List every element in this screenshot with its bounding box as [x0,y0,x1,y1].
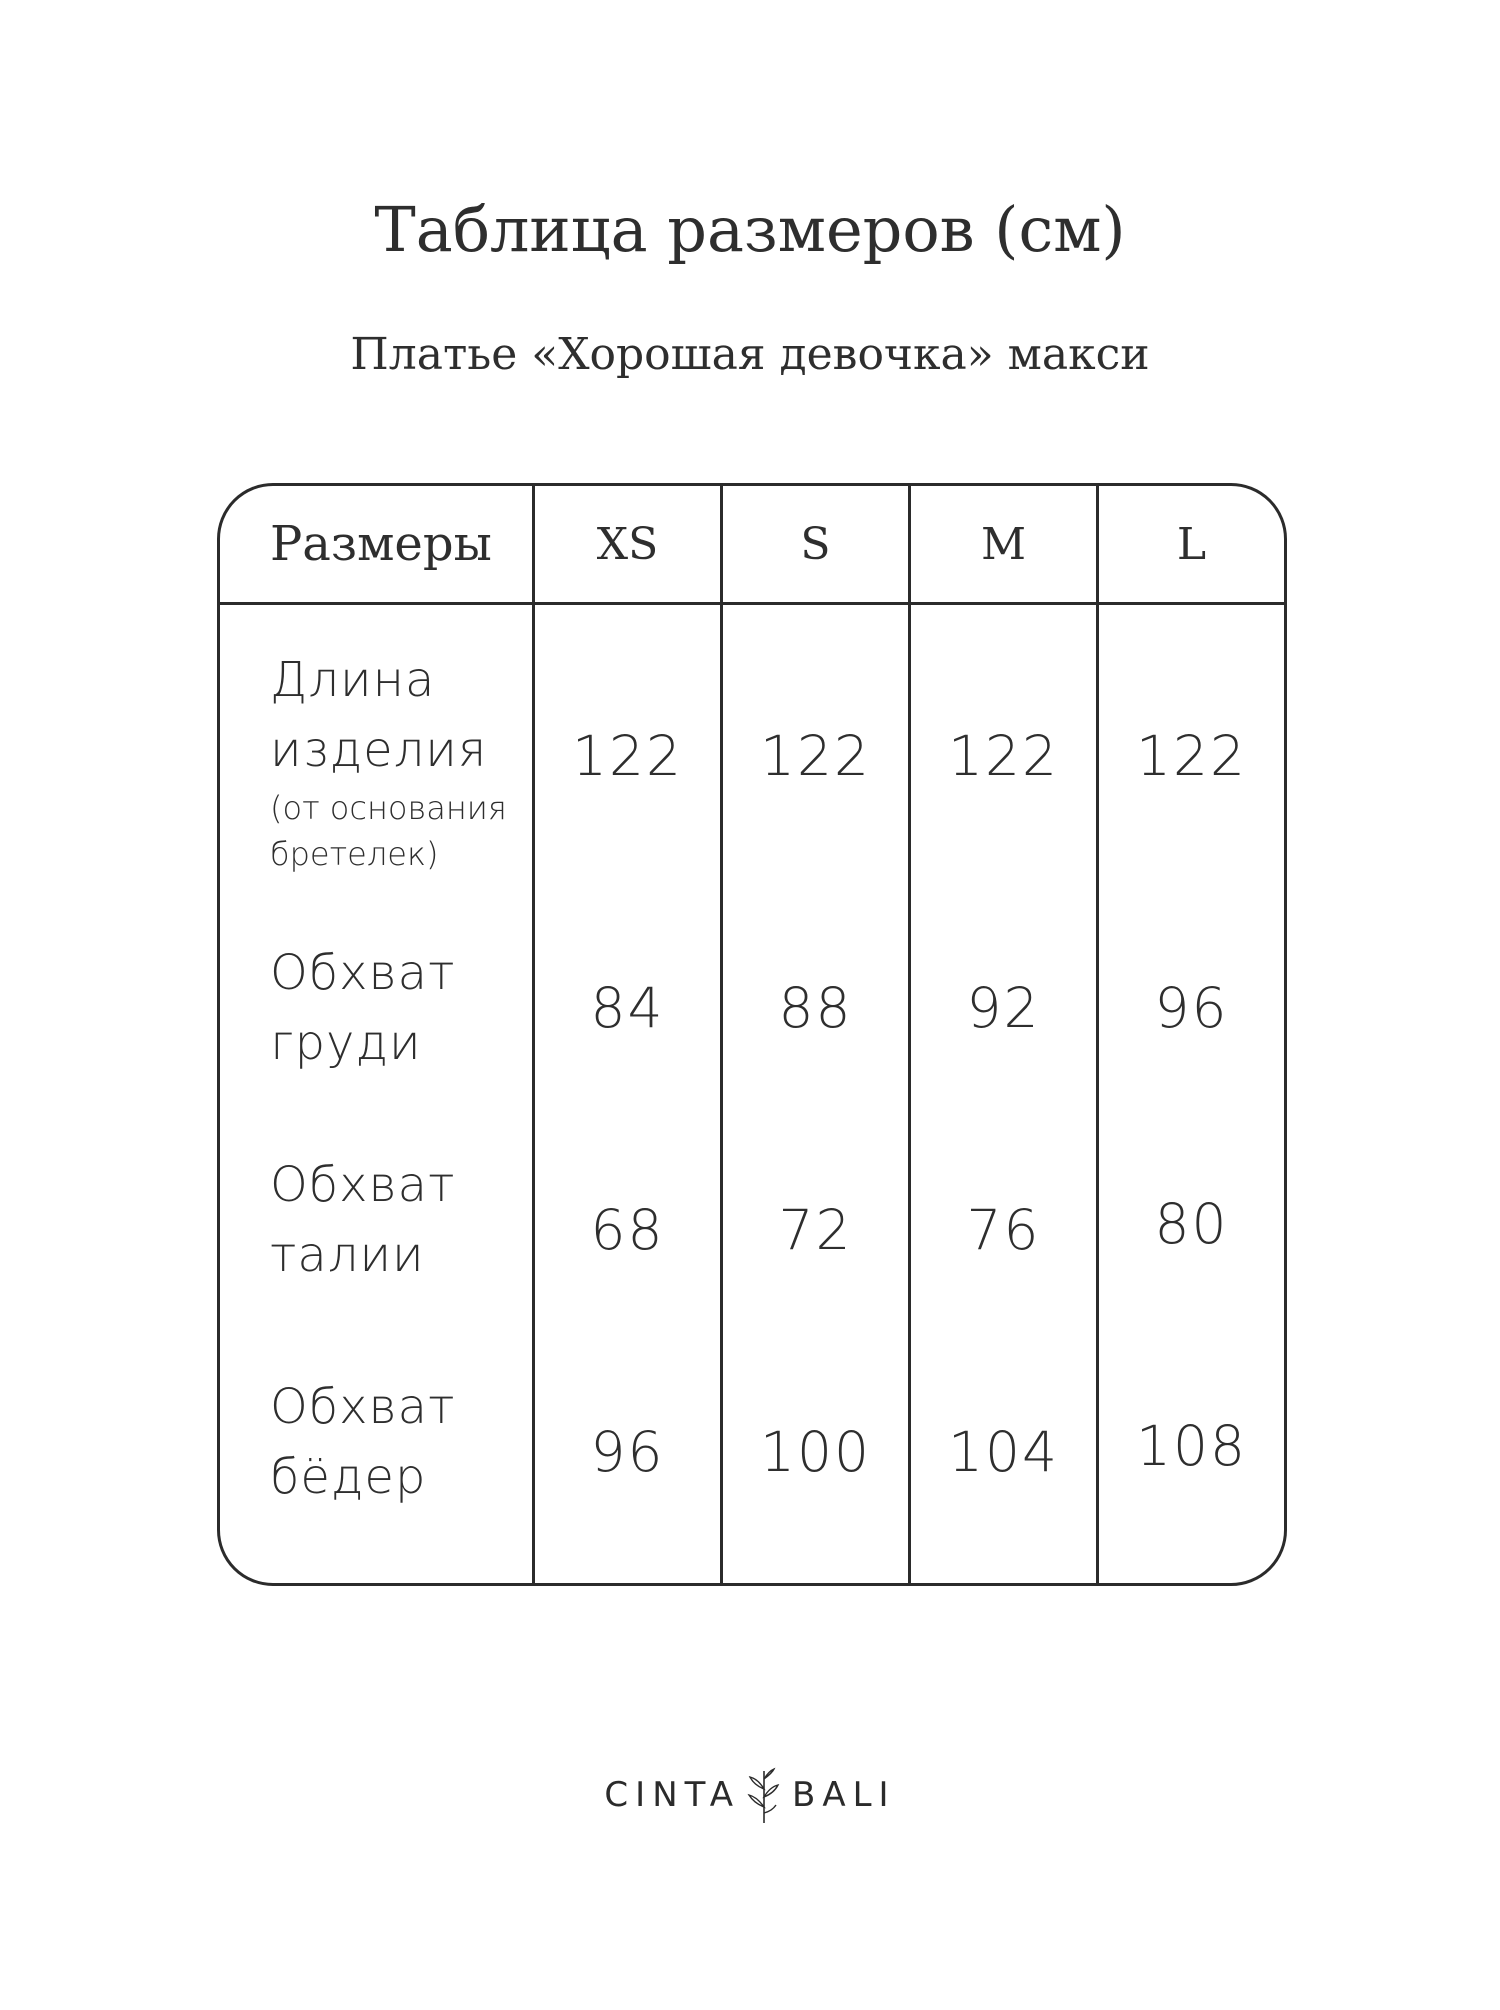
value-cell: 104 [948,1420,1059,1484]
value-cell: 100 [760,1420,871,1484]
value-cell: 108 [1136,1414,1247,1478]
value-cell: 92 [966,976,1041,1040]
row-label-line: Обхват [270,1157,456,1213]
row-label-line: груди [270,1015,422,1071]
row-label-note: (от основания [270,789,507,827]
row-label-line: Длина [270,652,436,708]
value-cell: 122 [572,724,683,788]
row-label-note: бретелек) [270,835,439,873]
value-cell: 68 [590,1198,665,1262]
value-cell: 84 [590,976,665,1040]
size-header-xs: XS [596,518,659,570]
leaf-sprig-icon [744,1765,784,1825]
value-cell: 122 [1136,724,1247,788]
value-cell: 72 [778,1198,853,1262]
value-cell: 88 [778,976,853,1040]
row-label-length [220,646,532,876]
row-label-line: талии [270,1227,425,1283]
header-divider [220,602,1284,605]
product-subtitle: Платье «Хорошая девочка» макси [350,329,1150,380]
value-cell: 96 [1154,976,1229,1040]
value-cell: 122 [948,724,1059,788]
brand-name-left: CINTA [604,1775,741,1815]
size-header-s: S [800,518,831,570]
brand-name-right: BALI [792,1775,896,1815]
page-title: Таблица размеров (см) [374,193,1126,266]
row-label-bust [220,938,532,1078]
row-label-line: Обхват [270,945,456,1001]
brand-logo [0,1765,1500,1825]
row-label-line: изделия [270,722,488,778]
row-label-waist [220,1150,532,1290]
size-header-m: M [980,518,1027,570]
value-cell: 122 [760,724,871,788]
value-cell: 96 [590,1420,665,1484]
value-cell: 76 [966,1198,1041,1262]
row-label-line: Обхват [270,1379,456,1435]
size-header-l: L [1176,518,1207,570]
row-label-hips [220,1372,532,1512]
value-cell: 80 [1154,1192,1229,1256]
row-label-line: бёдер [270,1449,427,1505]
corner-label: Размеры [270,516,492,572]
size-table [217,483,1287,1586]
